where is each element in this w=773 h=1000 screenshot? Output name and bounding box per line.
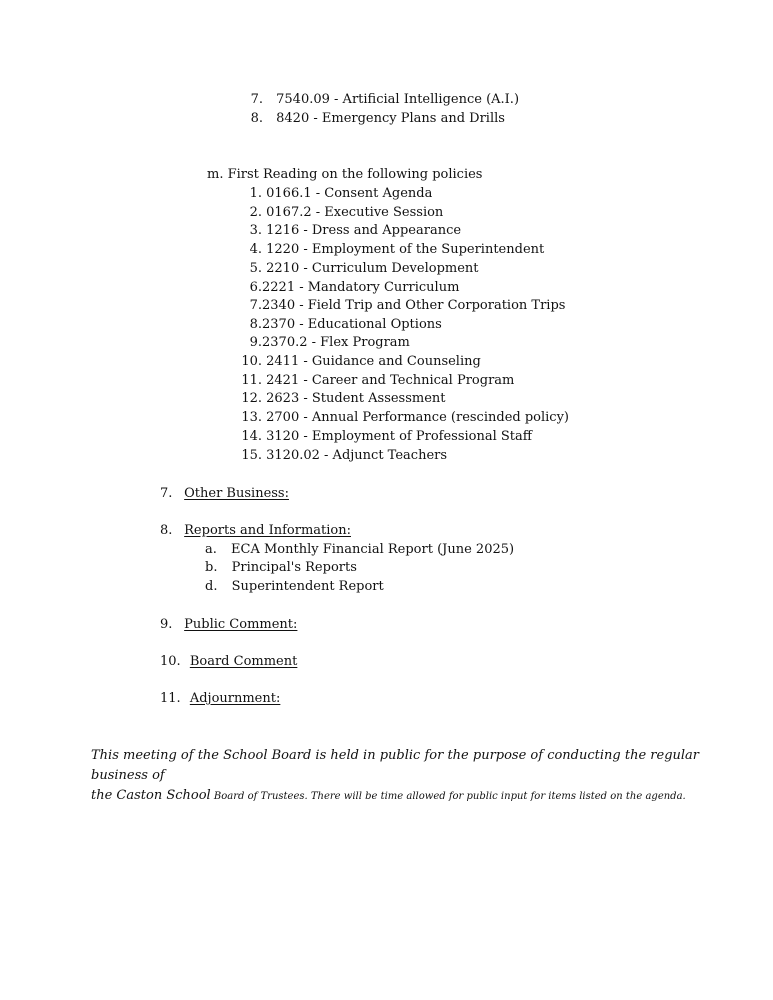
agenda-section-reports bbox=[160, 523, 351, 539]
policy-text: 2340 - Field Trip and Other Corporation Trips bbox=[262, 298, 566, 313]
notice-line-2-rest: Board of Trustees. There will be time allowed for public input for items listed on the agenda. bbox=[210, 791, 686, 802]
policy-item bbox=[240, 354, 481, 370]
policy-number: 3. bbox=[249, 223, 262, 238]
section-title: Other Business: bbox=[184, 486, 289, 501]
policy-item bbox=[240, 242, 544, 258]
section-number: 7. bbox=[160, 486, 173, 501]
policy-item bbox=[240, 410, 569, 426]
policy-number: 4. bbox=[249, 242, 262, 257]
section-number: 11. bbox=[160, 691, 181, 706]
section-number: 10. bbox=[160, 654, 181, 669]
policy-item bbox=[240, 223, 461, 239]
policy-text: 1220 - Employment of the Superintendent bbox=[266, 242, 545, 257]
report-text: Superintendent Report bbox=[231, 579, 384, 594]
policy-text: 0167.2 - Executive Session bbox=[266, 205, 444, 220]
agenda-section-adjournment bbox=[160, 691, 280, 707]
policy-number: 10. bbox=[241, 354, 262, 369]
report-letter: b. bbox=[205, 560, 218, 575]
policy-item bbox=[240, 186, 432, 202]
policy-number: 11. bbox=[241, 373, 262, 388]
policy-text: 1216 - Dress and Appearance bbox=[266, 223, 462, 238]
policy-item bbox=[240, 429, 532, 445]
policy-text: 2370 - Educational Options bbox=[262, 317, 442, 332]
policy-item bbox=[240, 317, 442, 333]
policy-text: 2421 - Career and Technical Program bbox=[266, 373, 515, 388]
report-text: ECA Monthly Financial Report (June 2025) bbox=[231, 542, 515, 557]
section-title: Board Comment bbox=[189, 654, 298, 669]
policy-number: 1. bbox=[249, 186, 262, 201]
list-item bbox=[249, 92, 519, 108]
policy-item bbox=[240, 448, 447, 464]
report-item bbox=[205, 579, 384, 595]
report-text: Principal's Reports bbox=[231, 560, 357, 575]
section-title: Reports and Information: bbox=[184, 523, 351, 538]
section-title: Adjournment: bbox=[189, 691, 281, 706]
policy-item bbox=[240, 373, 514, 389]
agenda-section-public-comment bbox=[160, 617, 297, 633]
policy-number: 5. bbox=[249, 261, 262, 276]
list-text: 7540.09 - Artificial Intelligence (A.I.) bbox=[276, 92, 520, 107]
policy-text: 2623 - Student Assessment bbox=[266, 391, 446, 406]
first-reading-heading: m. First Reading on the following policies bbox=[207, 167, 483, 182]
policy-number: 6. bbox=[249, 280, 262, 295]
policy-number: 12. bbox=[241, 391, 262, 406]
report-letter: d. bbox=[205, 579, 218, 594]
section-number: 8. bbox=[160, 523, 173, 538]
policy-text: 3120.02 - Adjunct Teachers bbox=[266, 448, 448, 463]
report-item bbox=[205, 542, 514, 558]
notice-line-1: This meeting of the School Board is held in public for the purpose of conducting the regular business of bbox=[91, 748, 700, 783]
section-title: Public Comment: bbox=[184, 617, 298, 632]
policy-number: 15. bbox=[241, 448, 262, 463]
policy-text: 2370.2 - Flex Program bbox=[262, 335, 410, 350]
policy-text: 0166.1 - Consent Agenda bbox=[266, 186, 433, 201]
policy-text: 2210 - Curriculum Development bbox=[266, 261, 479, 276]
meeting-notice bbox=[91, 746, 731, 807]
notice-line-2-school: the Caston School bbox=[91, 788, 211, 803]
policy-number: 7. bbox=[249, 298, 262, 313]
list-text: 8420 - Emergency Plans and Drills bbox=[276, 111, 505, 126]
policy-number: 14. bbox=[241, 429, 262, 444]
policy-item bbox=[240, 335, 410, 351]
list-item bbox=[249, 111, 505, 127]
policy-number: 8. bbox=[249, 317, 262, 332]
agenda-section-board-comment bbox=[160, 654, 297, 670]
policy-number: 2. bbox=[249, 205, 262, 220]
section-number: 9. bbox=[160, 617, 173, 632]
report-item bbox=[205, 560, 357, 576]
report-letter: a. bbox=[205, 542, 217, 557]
list-number: 8. bbox=[250, 111, 263, 126]
policy-item bbox=[240, 205, 443, 221]
policy-item bbox=[240, 280, 459, 296]
policy-text: 2221 - Mandatory Curriculum bbox=[262, 280, 460, 295]
list-number: 7. bbox=[250, 92, 263, 107]
policy-number: 9. bbox=[249, 335, 262, 350]
policy-text: 2700 - Annual Performance (rescinded policy) bbox=[266, 410, 569, 425]
agenda-section-other-business bbox=[160, 486, 289, 502]
policy-text: 2411 - Guidance and Counseling bbox=[266, 354, 481, 369]
policy-item bbox=[240, 298, 565, 314]
policy-item bbox=[240, 391, 446, 407]
policy-text: 3120 - Employment of Professional Staff bbox=[266, 429, 533, 444]
policy-number: 13. bbox=[241, 410, 262, 425]
policy-item bbox=[240, 261, 479, 277]
